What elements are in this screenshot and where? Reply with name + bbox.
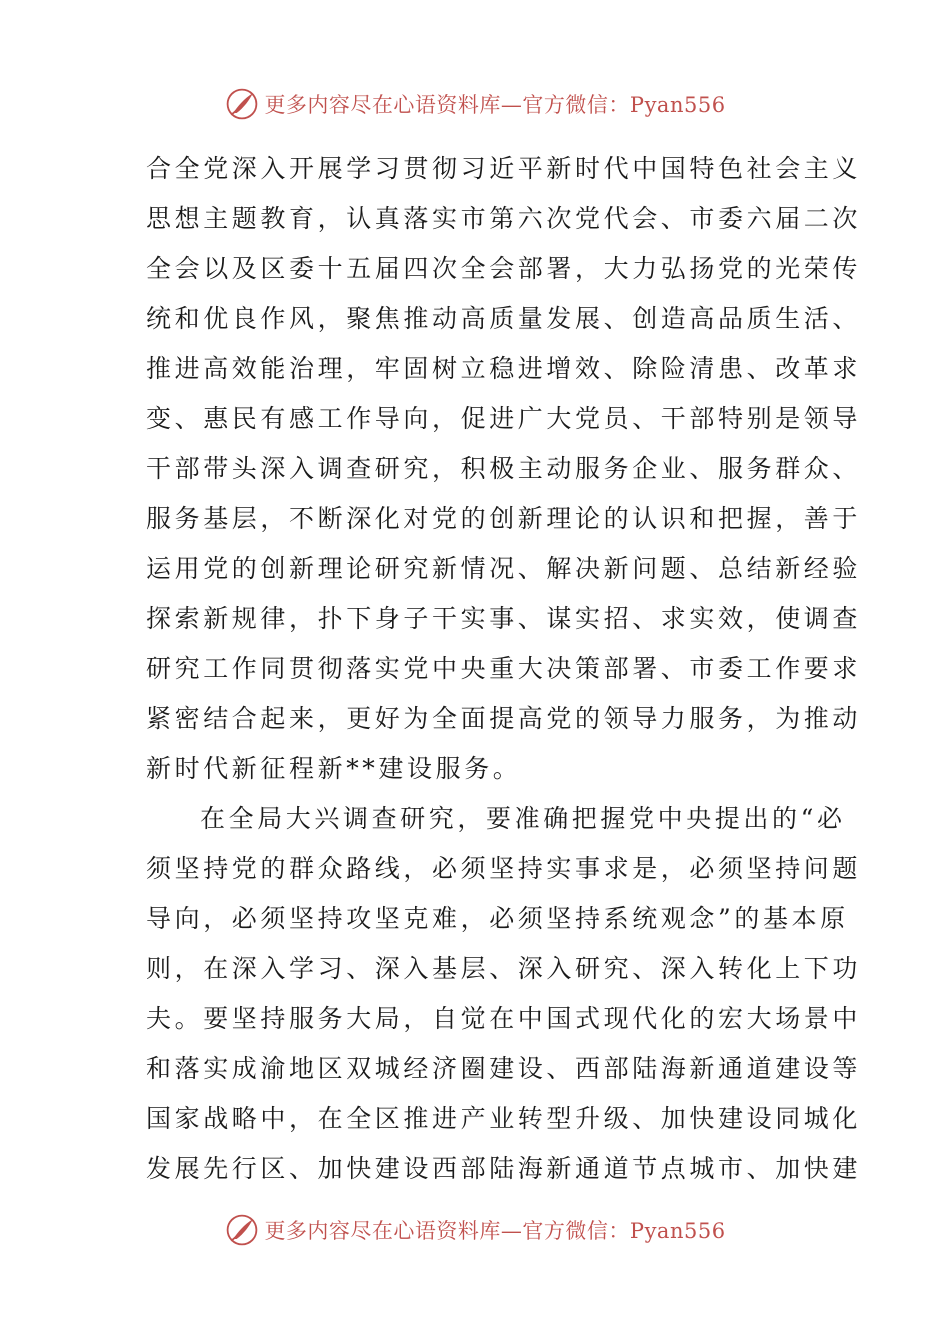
text-line: 新时代新征程新**建设服务。 <box>146 754 522 783</box>
header-banner-text: 更多内容尽在心语资料库—官方微信：Pyan556 <box>264 93 726 117</box>
text-line: 运用党的创新理论研究新情况、解决新问题、总结新经验 <box>146 554 862 583</box>
paragraph-1 <box>146 144 862 794</box>
text-line: 探索新规律，扑下身子干实事、谋实招、求实效，使调查 <box>146 604 862 633</box>
footer-banner <box>0 1210 950 1250</box>
text-line: 在全局大兴调查研究，要准确把握党中央提出的“必 <box>200 804 846 833</box>
text-line: 研究工作同贯彻落实党中央重大决策部署、市委工作要求 <box>146 654 862 683</box>
text-line: 干部带头深入调查研究，积极主动服务企业、服务群众、 <box>146 454 862 483</box>
text-line: 全会以及区委十五届四次全会部署，大力弘扬党的光荣传 <box>146 254 862 283</box>
text-line: 合全党深入开展学习贯彻习近平新时代中国特色社会主义 <box>146 154 862 183</box>
text-line: 服务基层，不断深化对党的创新理论的认识和把握，善于 <box>146 504 862 533</box>
header-banner <box>0 84 950 124</box>
text-line: 变、惠民有感工作导向，促进广大党员、干部特别是领导 <box>146 404 862 433</box>
text-line: 紧密结合起来，更好为全面提高党的领导力服务，为推动 <box>146 704 862 733</box>
text-line: 和落实成渝地区双城经济圈建设、西部陆海新通道建设等 <box>146 1054 862 1083</box>
text-line: 发展先行区、加快建设西部陆海新通道节点城市、加快建 <box>146 1154 862 1183</box>
text-line: 推进高效能治理，牢固树立稳进增效、除险清患、改革求 <box>146 354 862 383</box>
paragraph-2 <box>146 794 862 1194</box>
text-line: 导向，必须坚持攻坚克难，必须坚持系统观念”的基本原 <box>146 904 849 933</box>
text-line: 思想主题教育，认真落实市第六次党代会、市委六届二次 <box>146 204 862 233</box>
text-line: 国家战略中，在全区推进产业转型升级、加快建设同城化 <box>146 1104 862 1133</box>
text-line: 则，在深入学习、深入基层、深入研究、深入转化上下功 <box>146 954 862 983</box>
footer-banner-text: 更多内容尽在心语资料库—官方微信：Pyan556 <box>264 1219 726 1243</box>
text-line: 须坚持党的群众路线，必须坚持实事求是，必须坚持问题 <box>146 854 862 883</box>
quill-logo-icon <box>224 1212 260 1248</box>
document-body <box>146 144 862 1194</box>
text-line: 夫。要坚持服务大局，自觉在中国式现代化的宏大场景中 <box>146 1004 862 1033</box>
text-line: 统和优良作风，聚焦推动高质量发展、创造高品质生活、 <box>146 304 862 333</box>
quill-logo-icon <box>224 86 260 122</box>
